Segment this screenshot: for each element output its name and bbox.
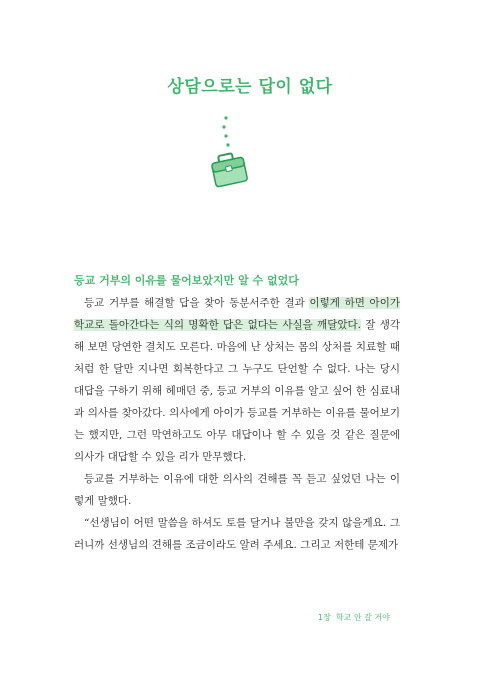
running-chapter-title: 학교 안 갈 거야	[335, 613, 390, 622]
section-heading: 등교 거부의 이유를 물어보았지만 알 수 없었다	[74, 274, 299, 287]
page-footer	[318, 612, 390, 623]
paragraph: “선생님이 어떤 말씀을 하셔도 토를 달거나 불만을 갖지 않을게요. 그러니까 선생님의 견해를 조금이라도 알려 주세요. 그리고 저한테 문제가	[74, 517, 400, 551]
paragraph: 등교 거부를 해결할 답을 찾아 동분서주한 결과 이렇게 하면 아이가 학교로 돌아간다는 식의 명확한 답은 없다는 사실을 깨달았다. 잘 생각해 보면 당연한 결치도 모른다. 마음에 난 상처는 몸의 상처를 치료할 때처럼 한 달만 지나면 회복한다고 그 누구도 단언할 수 없다. 나는 당시 대답을 구하기 위해 헤매던 중, 등교 거부의 이유를 알고 싶어 한 심료내과 의사를 찾아갔다. 의사에게 아이가 등교를 거부하는 이유를 물어보기는 했지만, 그런 막연하고도 아무 대답이나 할 수 있을 것 같은 질문에 의사가 대답할 수 있을 리가 만무했다.	[74, 297, 401, 463]
highlighted-text: 이렇게 하면 아이가 학교로 돌아간다는 식의 명확한 답은 없다는 사실을 깨달았다.	[74, 297, 400, 331]
chapter-title: 상담으로는 답이 없다	[167, 77, 333, 97]
page-number: 1장	[318, 613, 331, 622]
body-text	[74, 292, 400, 556]
paragraph: 등교를 거부하는 이유에 대한 의사의 견해를 꼭 듣고 싶었던 나는 이렇게 말했다.	[74, 473, 400, 507]
illustration	[200, 112, 260, 192]
briefcase-icon	[200, 112, 260, 192]
